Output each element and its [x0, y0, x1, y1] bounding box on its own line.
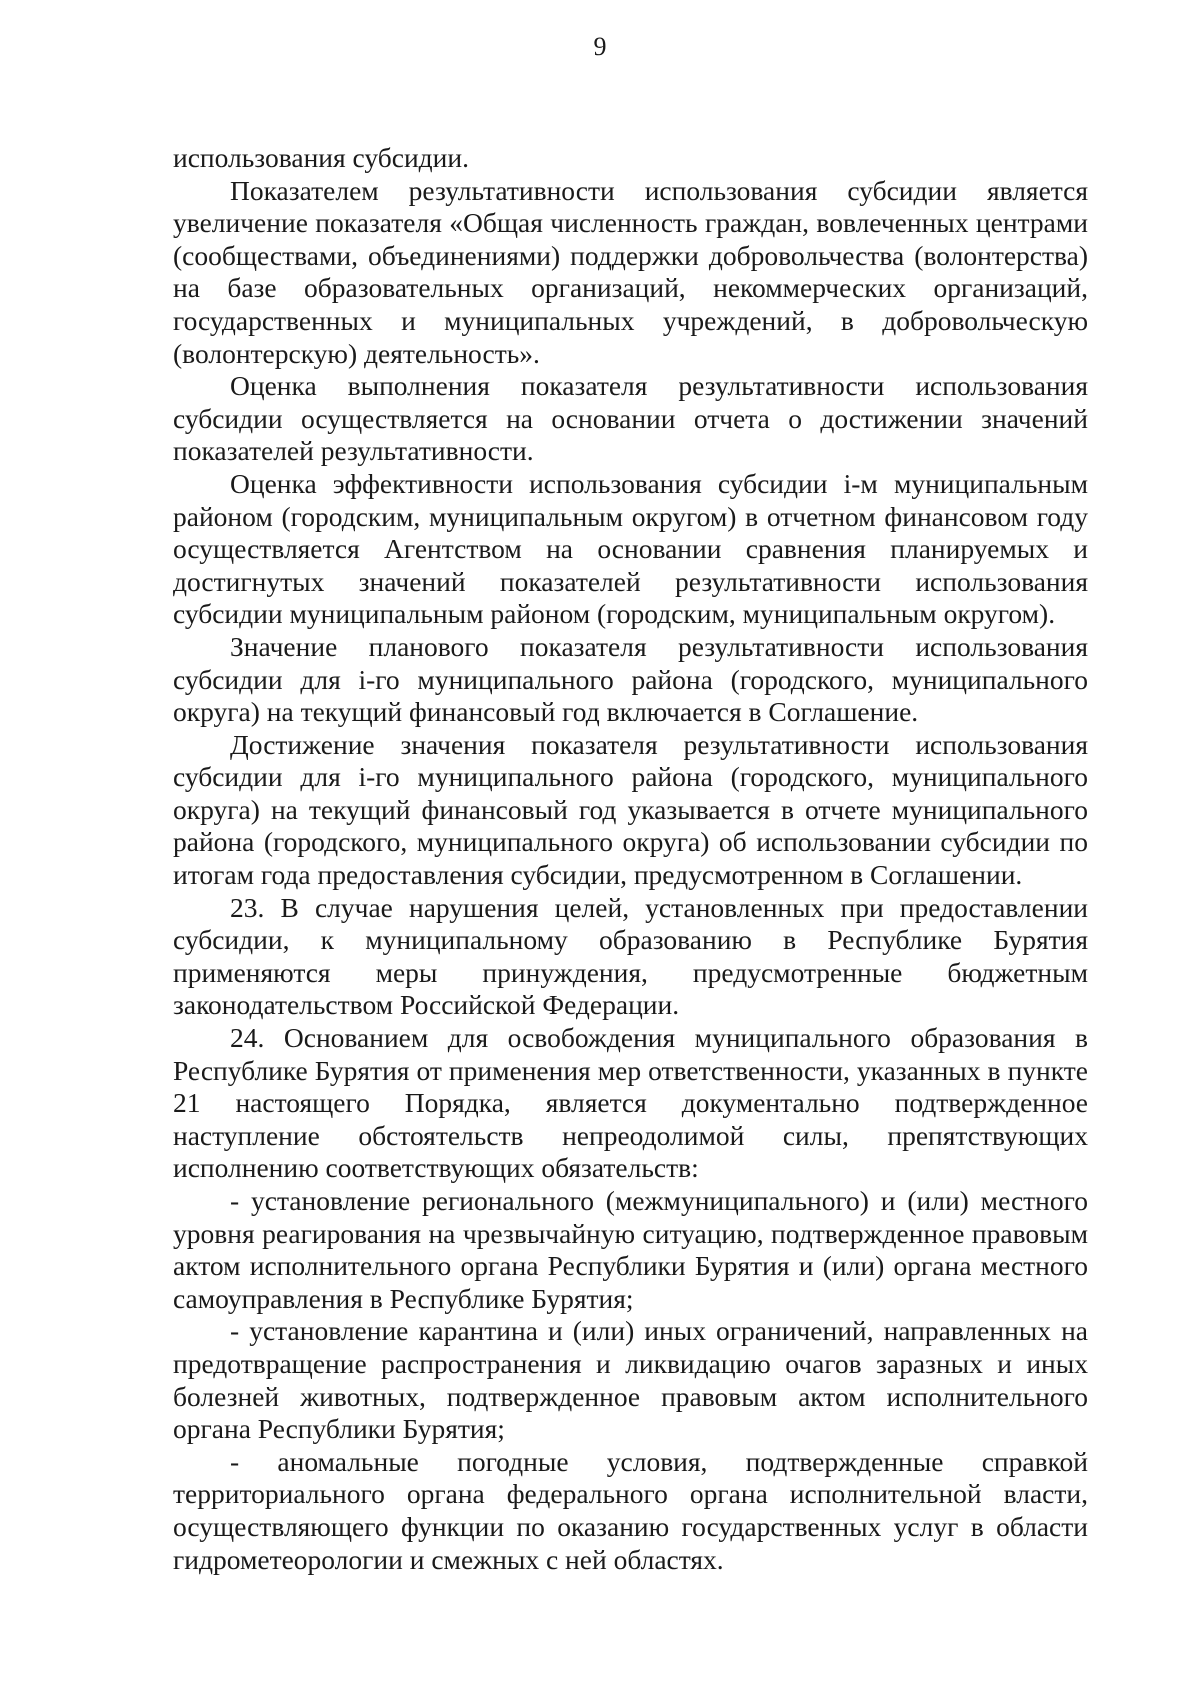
- page-number: 9: [593, 32, 607, 61]
- paragraph-item-23: 23. В случае нарушения целей, установленных при предоставлении субсидии, к муниципальному образованию в Республике Бурятия применяются меры принуждения, предусмотренные бюджетным законодательством Российской Федерации.: [173, 891, 1088, 1021]
- paragraph-indicator-assessment: Оценка выполнения показателя результативности использования субсидии осуществляется на основании отчета о достижении значений показателей результативности.: [173, 370, 1088, 467]
- list-item-emergency-response: - установление регионального (межмуниципального) и (или) местного уровня реагирования на чрезвычайную ситуацию, подтвержденное правовым актом исполнительного органа Республики Бурятия и (или) органа местного самоуправления в Республике Бурятия;: [173, 1185, 1088, 1314]
- paragraph-item-24: 24. Основанием для освобождения муниципального образования в Республике Бурятия от применения мер ответственности, указанных в пункте 21 настоящего Порядка, является документально подтвержденное наступление обстоятельств непреодолимой силы, препятствующих исполнению соответствующих обязательств:: [173, 1022, 1088, 1184]
- paragraph-planned-value: Значение планового показателя результативности использования субсидии для i-го муниципального района (городского, муниципального округа) на текущий финансовый год включается в Соглашение.: [173, 630, 1088, 728]
- list-item-weather-conditions: - аномальные погодные условия, подтвержденные справкой территориального органа федерального органа исполнительной власти, осуществляющего функции по оказанию государственных услуг в области гидрометеорологии и смежных с ней областях.: [173, 1445, 1088, 1575]
- list-item-quarantine: - установление карантина и (или) иных ограничений, направленных на предотвращение распространения и ликвидацию очагов заразных и иных болезней животных, подтвержденное правовым актом исполнительного органа Республики Бурятия;: [173, 1315, 1088, 1445]
- paragraph-continuation: использования субсидии.: [173, 142, 469, 173]
- paragraph-achieved-value: Достижение значения показателя результативности использования субсидии для i-го муниципального района (городского, муниципального округа) на текущий финансовый год указывается в отчете муниципального района (городского, муниципального округа) об использовании субсидии по итогам года предоставления субсидии, предусмотренном в Соглашении.: [173, 728, 1088, 891]
- document-body: [173, 142, 1088, 1576]
- paragraph-performance-indicator: Показателем результативности использования субсидии является увеличение показателя «Общая численность граждан, вовлеченных центрами (сообществами, объединениями) поддержки добровольчества (волонтерства) на базе образовательных организаций, некоммерческих организаций, государственных и муниципальных учреждений, в добровольческую (волонтерскую) деятельность».: [173, 174, 1088, 369]
- paragraph-efficiency-assessment: Оценка эффективности использования субсидии i-м муниципальным районом (городским, муниципальным округом) в отчетном финансовом году осуществляется Агентством на основании сравнения планируемых и достигнутых значений показателей результативности использования субсидии муниципальным районом (городским, муниципальным округом).: [173, 467, 1088, 630]
